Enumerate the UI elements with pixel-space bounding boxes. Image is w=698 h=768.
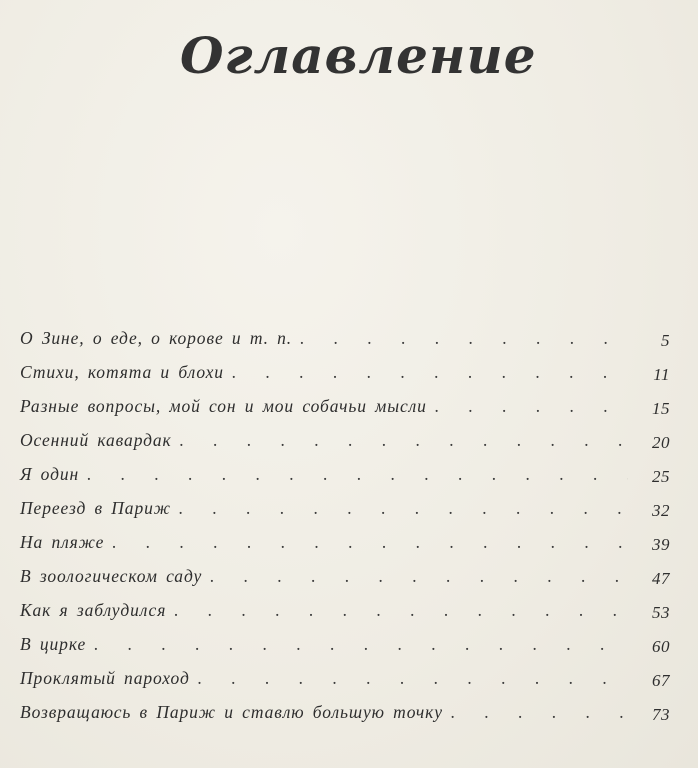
dot-leader [94, 634, 628, 658]
toc-entry [20, 522, 670, 556]
toc-entry [20, 386, 670, 420]
page-title: Оглавление [180, 26, 537, 85]
toc-entry [20, 318, 670, 352]
toc-entry-page: 5 [661, 331, 670, 350]
toc-entry [20, 624, 670, 658]
toc-entry-page: 32 [652, 501, 670, 520]
toc-entry-page: 11 [653, 365, 670, 384]
toc-entry-title: В цирке [20, 634, 87, 654]
dot-leader [174, 600, 628, 624]
toc-entry-title: О Зине, о еде, о корове и т. п. [20, 328, 293, 348]
toc-entry-page: 67 [652, 671, 670, 690]
toc-entry-page: 60 [652, 637, 670, 656]
toc-entry-page: 20 [652, 433, 670, 452]
toc-entry-page: 53 [652, 603, 670, 622]
toc-entry [20, 420, 670, 454]
dot-leader [232, 362, 628, 386]
toc-entry [20, 352, 670, 386]
toc-entry [20, 658, 670, 692]
dot-leader [180, 430, 628, 454]
dot-leader [435, 396, 628, 420]
toc-entry-title: На пляже [20, 532, 105, 552]
toc-entry-title: Я один [20, 464, 80, 484]
toc-entry-page: 47 [652, 569, 670, 588]
dot-leader [300, 328, 628, 352]
dot-leader [210, 566, 628, 590]
dot-leader [179, 498, 628, 522]
toc-entry-page: 39 [652, 535, 670, 554]
toc-entry-title: В зоологическом саду [20, 566, 203, 586]
dot-leader [451, 702, 628, 726]
toc-entry [20, 488, 670, 522]
toc-entry [20, 590, 670, 624]
table-of-contents [20, 318, 670, 726]
toc-entry-title: Стихи, котята и блохи [20, 362, 224, 382]
toc-entry [20, 692, 670, 726]
toc-entry [20, 454, 670, 488]
toc-entry-title: Проклятый пароход [20, 668, 190, 688]
dot-leader [87, 464, 628, 488]
toc-entry-page: 25 [652, 467, 670, 486]
dot-leader [198, 668, 628, 692]
toc-entry-page: 15 [652, 399, 670, 418]
toc-entry-title: Разные вопросы, мой сон и мои собачьи мысли [20, 396, 427, 416]
toc-entry-title: Осенний кавардак [20, 430, 172, 450]
dot-leader [112, 532, 628, 556]
toc-entry [20, 556, 670, 590]
toc-entry-title: Возвращаюсь в Париж и ставлю большую точку [20, 702, 443, 722]
toc-entry-title: Как я заблудился [20, 600, 167, 620]
toc-entry-page: 73 [652, 705, 670, 724]
toc-entry-title: Переезд в Париж [20, 498, 171, 518]
